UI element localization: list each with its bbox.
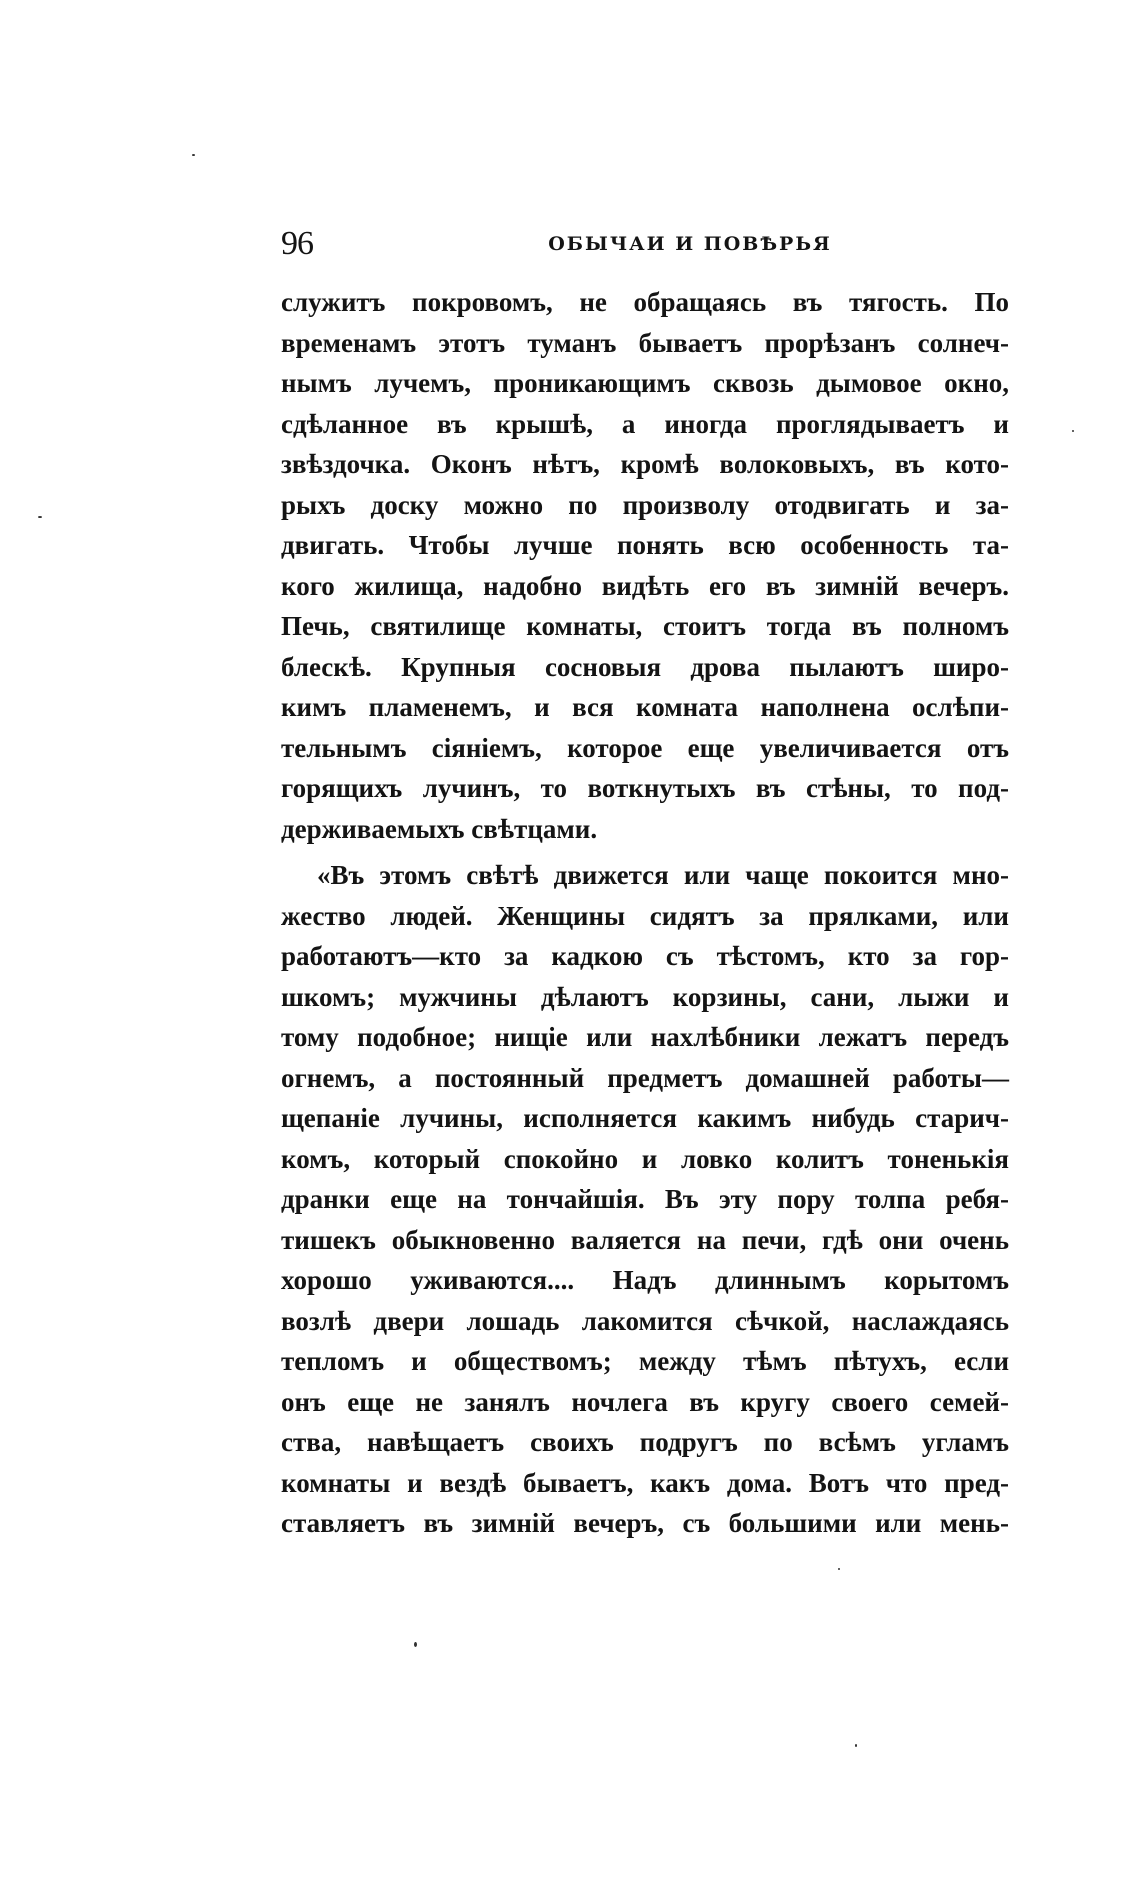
scan-speck <box>838 1568 840 1570</box>
text-line: тому подобное; нищіе или нахлѣбники лежатъ передъ <box>281 1022 1009 1052</box>
text-line: временамъ этотъ туманъ бываетъ прорѣзанъ солнеч- <box>281 327 1009 358</box>
scan-speck <box>414 1642 417 1647</box>
text-line: ставляетъ въ зимній вечеръ, съ большими или мень- <box>281 1508 1009 1538</box>
text-line: сдѣланное въ крышѣ, а иногда проглядываетъ и <box>281 408 1009 439</box>
text-line: блескѣ. Крупныя сосновыя дрова пылаютъ широ- <box>281 651 1009 682</box>
text-line: рыхъ доску можно по произволу отодвигать и за- <box>281 489 1009 520</box>
body-text <box>281 282 1009 1544</box>
text-line: шкомъ; мужчины дѣлаютъ корзины, сани, лыжи и <box>281 981 1009 1012</box>
text-line: нымъ лучемъ, проникающимъ сквозь дымовое окно, <box>281 368 1009 398</box>
text-line: хорошо уживаются.... Надъ длиннымъ корытомъ <box>281 1265 1009 1295</box>
text-line: горящихъ лучинъ, то воткнутыхъ въ стѣны, то под- <box>281 773 1009 803</box>
scan-speck <box>38 516 42 518</box>
text-line: щепаніе лучины, исполняется какимъ нибудь старич- <box>281 1103 1009 1133</box>
text-line: кимъ пламенемъ, и вся комната наполнена ослѣпи- <box>281 692 1009 722</box>
text-line: двигать. Чтобы лучше понять всю особенность та- <box>281 530 1009 560</box>
text-line: тельнымъ сіяніемъ, которое еще увеличивается отъ <box>281 732 1009 763</box>
text-line: Печь, святилище комнаты, стоитъ тогда въ полномъ <box>281 611 1009 641</box>
page-header <box>281 224 1009 264</box>
scan-speck <box>1072 430 1074 432</box>
text-line: ства, навѣщаетъ своихъ подругъ по всѣмъ угламъ <box>281 1427 1009 1457</box>
text-line: служитъ покровомъ, не обращаясь въ тягость. По <box>281 287 1009 317</box>
page-number: 96 <box>281 225 313 262</box>
scan-speck <box>855 1744 857 1747</box>
text-line: комъ, который спокойно и ловко колитъ тоненькія <box>281 1143 1009 1174</box>
running-title: ОБЫЧАИ И ПОВѢРЬЯ <box>548 233 832 255</box>
scan-speck <box>192 154 195 156</box>
text-line: возлѣ двери лошадь лакомится сѣчкой, наслаждаясь <box>281 1305 1009 1336</box>
text-line: дранки еще на тончайшія. Въ эту пору толпа ребя- <box>281 1184 1009 1214</box>
text-line: работаютъ—кто за кадкою съ тѣстомъ, кто за гор- <box>281 941 1009 971</box>
text-line: кого жилища, надобно видѣть его въ зимній вечеръ. <box>281 570 1009 601</box>
text-line: «Въ этомъ свѣтѣ движется или чаще покоится мно- <box>317 860 1009 890</box>
text-line: держиваемыхъ свѣтцами. <box>281 813 598 844</box>
text-line: тепломъ и обществомъ; между тѣмъ пѣтухъ, если <box>281 1346 1009 1376</box>
text-line: тишекъ обыкновенно валяется на печи, гдѣ они очень <box>281 1224 1009 1255</box>
text-line: огнемъ, а постоянный предметъ домашней работы— <box>281 1062 1009 1093</box>
text-line: звѣздочка. Оконъ нѣтъ, кромѣ волоковыхъ, въ кото- <box>281 449 1009 479</box>
paragraph-1 <box>281 282 1009 849</box>
text-line: комнаты и вездѣ бываетъ, какъ дома. Вотъ что пред- <box>281 1467 1009 1498</box>
paragraph-2 <box>281 855 1009 1544</box>
text-line: онъ еще не занялъ ночлега въ кругу своего семей- <box>281 1386 1009 1417</box>
text-line: жество людей. Женщины сидятъ за прялками, или <box>281 900 1009 931</box>
